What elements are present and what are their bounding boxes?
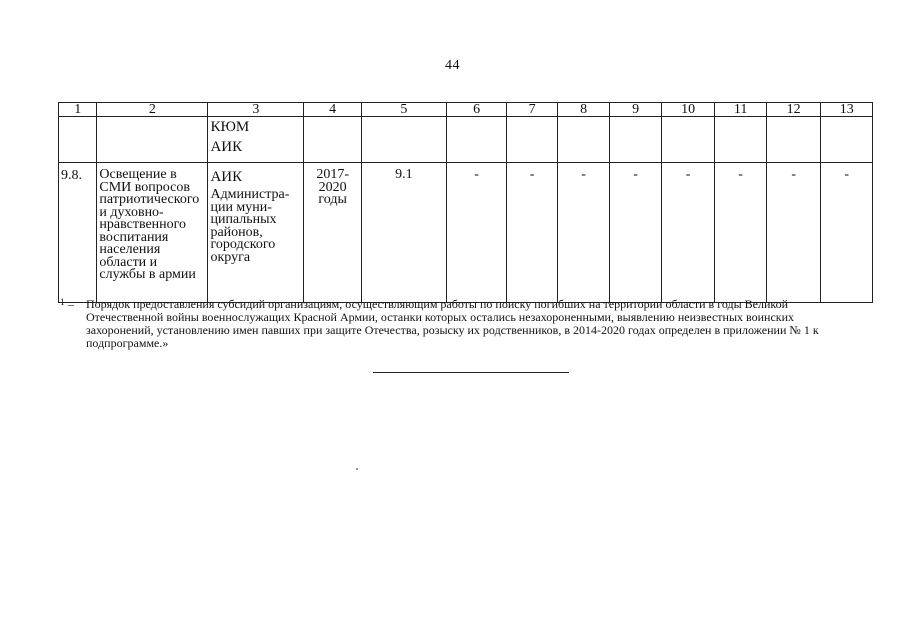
- row-value: -: [766, 163, 821, 303]
- table-row-continuation: [59, 117, 873, 163]
- row-value: -: [610, 163, 662, 303]
- table-cell: [610, 117, 662, 163]
- table-cell: [821, 117, 873, 163]
- row-description: Освещение в СМИ вопросов патриотического и духовно-нравственного воспитания населения области и службы в армии: [97, 163, 208, 303]
- table-cell: [766, 117, 821, 163]
- executor-head: АИК: [210, 169, 243, 185]
- table-cell-executor: [208, 117, 304, 163]
- row-value: -: [821, 163, 873, 303]
- header-cell: 2: [97, 103, 208, 117]
- table-cell: [59, 117, 97, 163]
- footnote-dash: –: [68, 297, 74, 311]
- footnote-text: Порядок предоставления субсидий организациям, осуществляющим работы по поиску погибших на территории области в годы Великой Отечественной войны военнослужащих Красной Армии, останки которых остались незахороненными, выявлению неизвестных воинских захоронений, установлению имен павших при защите Отечества, розыску их родственников, в 2014-2020 годах определен в приложении № 1 к подпрограмме.»: [86, 297, 819, 350]
- executor-line: АИК: [210, 139, 243, 155]
- header-cell: 12: [766, 103, 821, 117]
- header-cell: 8: [557, 103, 610, 117]
- header-cell: 5: [361, 103, 446, 117]
- footnote-mark: 1: [60, 297, 65, 307]
- header-cell: 1: [59, 103, 97, 117]
- table-cell: [446, 117, 507, 163]
- row-value: -: [661, 163, 715, 303]
- row-period: 2017-2020 годы: [304, 163, 362, 303]
- table-cell: [661, 117, 715, 163]
- scan-speck: [356, 468, 358, 470]
- table-cell: [715, 117, 767, 163]
- header-cell: 7: [507, 103, 557, 117]
- row-value: -: [507, 163, 557, 303]
- table-cell: [97, 117, 208, 163]
- table-cell: [304, 117, 362, 163]
- header-cell: 13: [821, 103, 873, 117]
- row-value: -: [557, 163, 610, 303]
- table-cell: [507, 117, 557, 163]
- footnote: [60, 298, 860, 350]
- program-table: [58, 102, 873, 303]
- header-cell: 11: [715, 103, 767, 117]
- header-cell: 10: [661, 103, 715, 117]
- page-number: 44: [445, 58, 460, 73]
- table-cell: [361, 117, 446, 163]
- row-value: -: [446, 163, 507, 303]
- separator-line: [373, 372, 569, 373]
- table-cell: [557, 117, 610, 163]
- executor-line: КЮМ: [210, 119, 250, 135]
- header-cell: 3: [208, 103, 304, 117]
- table-header-row: [59, 103, 873, 117]
- header-cell: 9: [610, 103, 662, 117]
- row-indicator: 9.1: [361, 163, 446, 303]
- row-number: 9.8.: [59, 163, 97, 303]
- row-value: -: [715, 163, 767, 303]
- table-row-9-8: [59, 163, 873, 303]
- executor-body: Администра-ции муни-ципальных районов, городского округа: [210, 187, 290, 265]
- header-cell: 4: [304, 103, 362, 117]
- header-cell: 6: [446, 103, 507, 117]
- row-executor: [208, 163, 304, 303]
